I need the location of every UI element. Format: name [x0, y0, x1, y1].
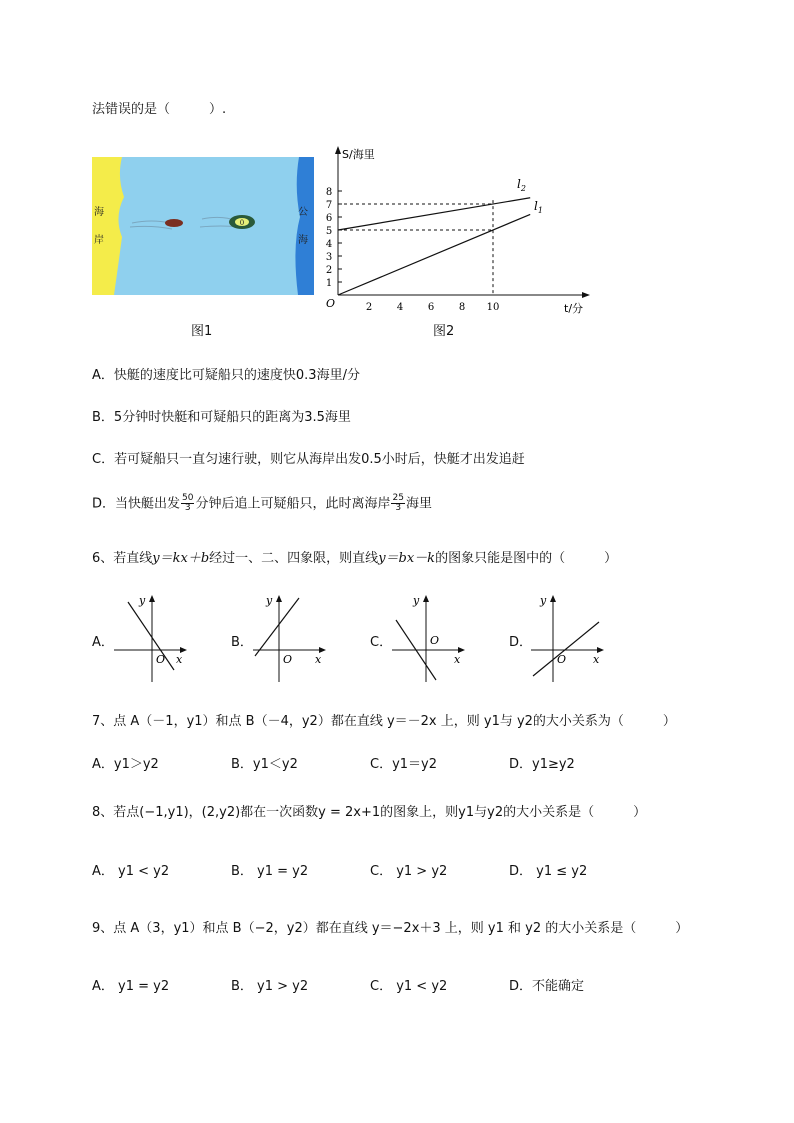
- q9-option-a: A． y1 = y2: [92, 979, 170, 994]
- x-axis-arrow: [582, 292, 590, 298]
- figure-2-caption: 图2: [433, 324, 455, 339]
- q6-label-b: B．: [231, 635, 253, 650]
- q6-graph-c: [388, 592, 468, 684]
- q9-option-b: B． y1 > y2: [231, 979, 309, 994]
- q6-graph-d: [527, 592, 607, 684]
- sea-area: [92, 157, 314, 295]
- open-sea-char-2: 海: [298, 235, 308, 246]
- x-label: x: [593, 653, 600, 666]
- y-arrow: [423, 595, 429, 602]
- q8-option-d: D． y1 ≤ y2: [509, 864, 588, 879]
- q7-option-c: C．y1＝y2: [370, 757, 438, 772]
- coast-char-1: 海: [94, 207, 104, 218]
- origin-label: O: [283, 653, 293, 666]
- x-tick-label: 8: [458, 302, 466, 313]
- y-tick-label: 3: [325, 252, 333, 263]
- y-label: y: [139, 594, 146, 607]
- x-label: x: [176, 653, 183, 666]
- fraction-25-3: $\frac{25}{3}$: [392, 493, 404, 514]
- q8-option-a: A． y1 < y2: [92, 864, 170, 879]
- open-sea-char-1: 公: [298, 207, 308, 218]
- q5-option-a: A．快艇的速度比可疑船只的速度快0.3海里/分: [92, 368, 360, 383]
- x-tick-label: 6: [427, 302, 435, 313]
- y-tick-label: 5: [325, 226, 333, 237]
- y-arrow: [550, 595, 556, 602]
- q6-stem: 6、若直线y＝kx＋b经过一、二、四象限，则直线y＝bx－k的图象只能是图中的（ ）: [92, 551, 618, 566]
- y-label: y: [413, 594, 420, 607]
- y-label: y: [266, 594, 273, 607]
- q7-option-a: A．y1＞y2: [92, 757, 159, 772]
- origin-label: O: [156, 653, 166, 666]
- series-line-l2: [338, 198, 530, 230]
- figure-1: [92, 157, 314, 297]
- q6-label-a: A．: [92, 635, 114, 650]
- x-tick-label: 2: [365, 302, 373, 313]
- y-tick-label: 2: [325, 265, 333, 276]
- q9-option-c: C． y1 < y2: [370, 979, 448, 994]
- coast-char-2: 岸: [94, 235, 104, 246]
- q7-option-b: B．y1＜y2: [231, 757, 298, 772]
- graph-line: [128, 602, 174, 670]
- q9-option-d: D．不能确定: [509, 979, 585, 994]
- q8-option-b: B． y1 = y2: [231, 864, 309, 879]
- q6-label-d: D．: [509, 635, 533, 650]
- fraction-50-3: $\frac{50}{3}$: [182, 493, 194, 514]
- y-axis-label: S/海里: [342, 148, 375, 161]
- q8-option-c: C． y1 > y2: [370, 864, 448, 879]
- x-tick-label: 4: [396, 302, 404, 313]
- q6-label-c: C．: [370, 635, 393, 650]
- graph-line: [255, 598, 299, 656]
- y-axis-arrow: [335, 146, 341, 154]
- q6-graph-a: [110, 592, 190, 684]
- line-label-l2: $l_2$: [517, 177, 526, 193]
- q7-stem: 7、点 A（－1，y1）和点 B（－4，y2）都在直线 y＝－2x 上，则 y1与 y2的大小关系为（ ）: [92, 714, 676, 729]
- intro-text: 法错误的是（ ）.: [92, 102, 227, 117]
- q9-stem: 9、点 A（3，y1）和点 B（−2，y2）都在直线 y＝−2x＋3 上，则 y1 和 y2 的大小关系是（ ）: [92, 921, 689, 936]
- line-label-l1: $l_1$: [534, 199, 543, 215]
- y-arrow: [149, 595, 155, 602]
- y-tick-label: 7: [325, 200, 333, 211]
- x-axis-label: t/分: [564, 302, 584, 315]
- q7-option-d: D．y1≥y2: [509, 757, 575, 772]
- graph-line: [533, 622, 599, 676]
- y-arrow: [276, 595, 282, 602]
- q5-option-d: D．当快艇出发 $\frac{50}{3}$ 分钟后追上可疑船只，此时离海岸 $\frac{25}{3}$ 海里: [92, 493, 432, 514]
- q8-stem: 8、若点(−1,y1)，(2,y2)都在一次函数y = 2x+1的图象上，则y1与y2的大小关系是（ ）: [92, 805, 647, 820]
- origin-label: O: [326, 297, 336, 310]
- y-tick-label: 4: [325, 239, 333, 250]
- y-label: y: [540, 594, 547, 607]
- q6-graph-b: [249, 592, 329, 684]
- figure-1-caption: 图1: [191, 324, 213, 339]
- y-tick-label: 8: [325, 187, 333, 198]
- boat-label: 0: [239, 219, 245, 227]
- figure-2-chart: [312, 140, 602, 330]
- q5-option-b: B．5分钟时快艇和可疑船只的距离为3.5海里: [92, 410, 351, 425]
- x-label: x: [315, 653, 322, 666]
- x-tick-label: 10: [486, 302, 500, 313]
- suspicious-boat: [165, 219, 183, 227]
- y-tick-label: 6: [325, 213, 333, 224]
- origin-label: O: [557, 653, 567, 666]
- y-tick-label: 1: [325, 278, 333, 289]
- q5-option-c: C．若可疑船只一直匀速行驶，则它从海岸出发0.5小时后，快艇才出发追赶: [92, 452, 525, 467]
- origin-label: O: [430, 634, 440, 647]
- series-line-l1: [338, 214, 530, 295]
- x-label: x: [454, 653, 461, 666]
